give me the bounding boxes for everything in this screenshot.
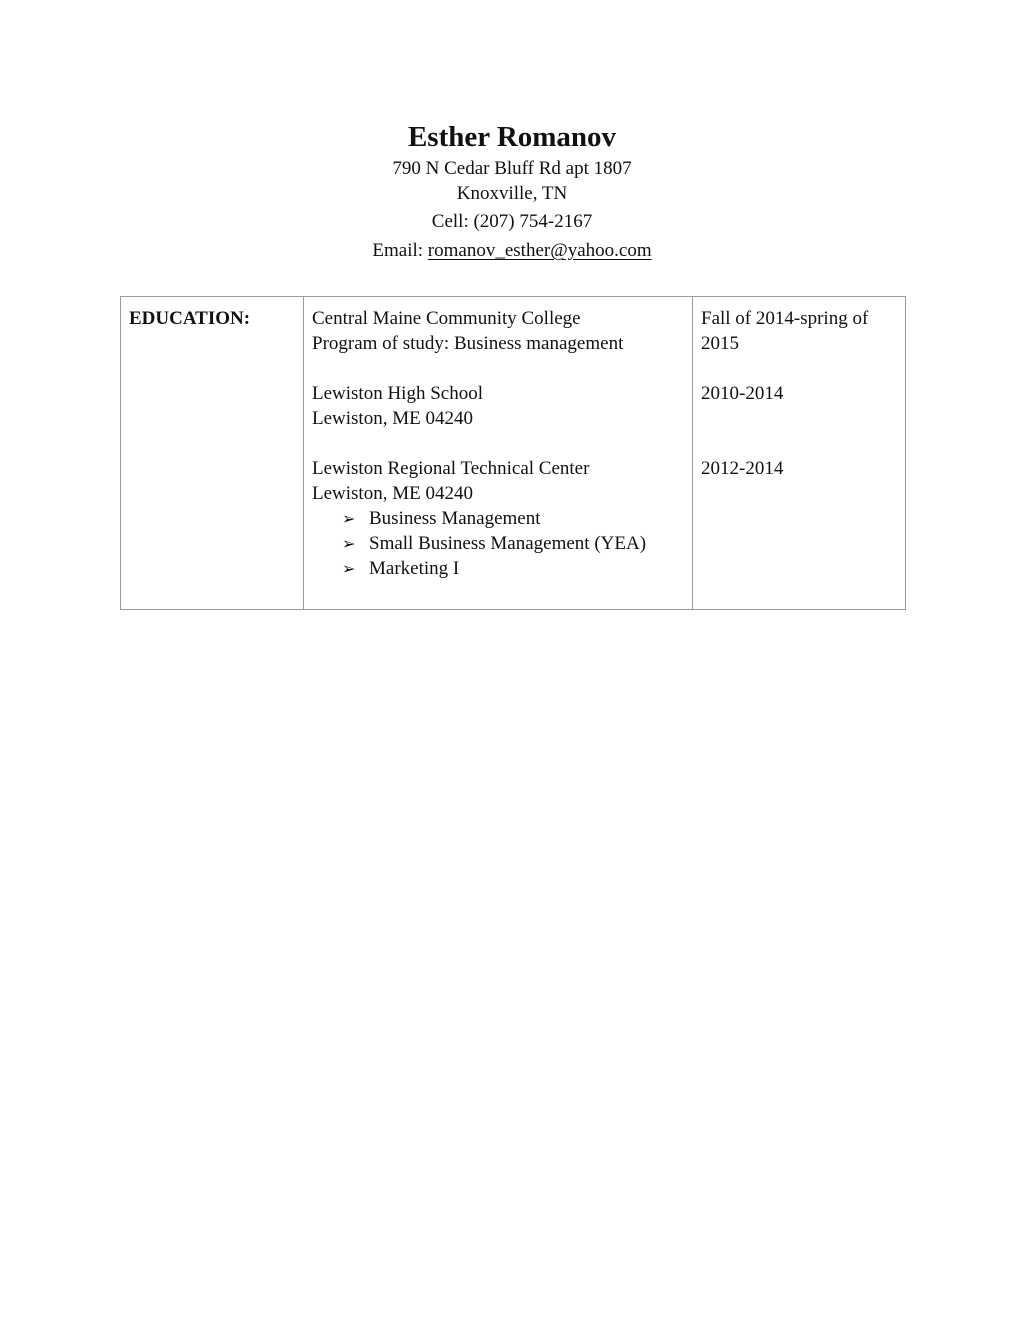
course-name: Small Business Management (YEA)	[369, 533, 647, 554]
dates-cell	[693, 297, 906, 610]
institutions-cell	[304, 297, 693, 610]
technical-center-dates: 2012-2014	[701, 458, 784, 479]
college-name: Central Maine Community College	[312, 308, 581, 329]
arrow-bullet-icon: ➢	[342, 534, 356, 553]
education-entry-college	[312, 306, 684, 356]
technical-center-name: Lewiston Regional Technical Center	[312, 458, 590, 479]
list-item	[342, 556, 684, 581]
applicant-name: Esther Romanov	[407, 121, 617, 153]
address-line-2: Knoxville, TN	[456, 183, 568, 204]
arrow-bullet-icon: ➢	[342, 509, 356, 528]
email-link[interactable]: romanov_esther@yahoo.com	[427, 240, 652, 261]
high-school-name: Lewiston High School	[312, 383, 483, 404]
technical-center-location: Lewiston, ME 04240	[312, 483, 473, 504]
email	[0, 238, 1024, 263]
course-list	[312, 506, 684, 581]
list-item	[342, 506, 684, 531]
section-label-cell	[121, 297, 304, 610]
college-dates: Fall of 2014-spring of 2015	[701, 308, 869, 354]
course-name: Business Management	[369, 508, 541, 529]
arrow-bullet-icon: ➢	[342, 559, 356, 578]
course-name: Marketing I	[369, 558, 460, 579]
education-table	[120, 296, 906, 610]
high-school-dates: 2010-2014	[701, 383, 784, 404]
list-item	[342, 531, 684, 556]
resume-header	[0, 118, 1024, 263]
education-entry-technical-center	[312, 456, 684, 581]
education-entry-high-school	[312, 381, 684, 431]
college-program: Program of study: Business management	[312, 333, 624, 354]
high-school-location: Lewiston, ME 04240	[312, 408, 473, 429]
cell-phone	[0, 209, 1024, 234]
education-row	[121, 297, 906, 610]
education-section-label: EDUCATION:	[129, 308, 251, 329]
cell-number: (207) 754-2167	[473, 211, 593, 232]
email-label: Email:	[372, 240, 424, 261]
address-line-1: 790 N Cedar Bluff Rd apt 1807	[392, 158, 632, 179]
cell-label: Cell:	[431, 211, 469, 232]
